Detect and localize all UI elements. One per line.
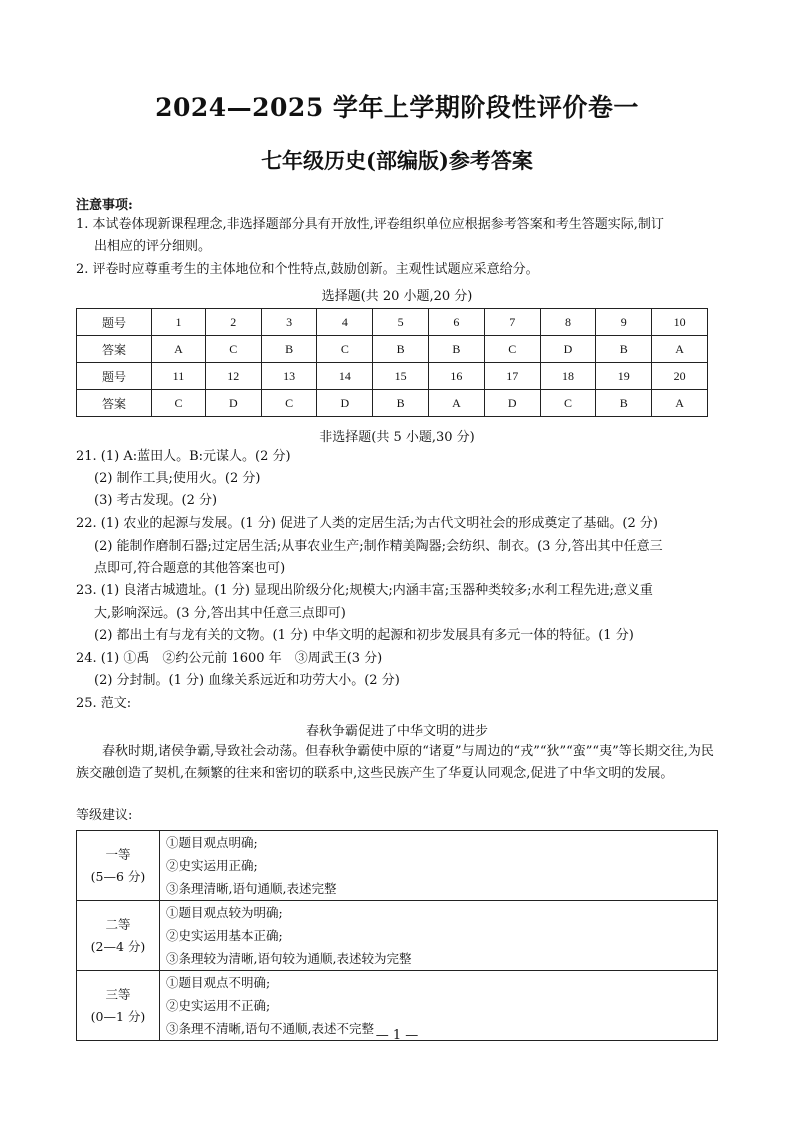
question-number: 17 (484, 363, 540, 390)
table-row (77, 336, 708, 363)
grade-criterion: ②史实运用不正确; (166, 998, 271, 1013)
answer-cell: B (596, 336, 652, 363)
question-number: 6 (429, 309, 485, 336)
grade-criteria-cell (160, 831, 718, 901)
grade-criterion: ①题目观点明确; (166, 835, 258, 850)
grade-criterion: ③条理较为清晰,语句较为通顺,表述较为完整 (166, 951, 412, 966)
question-number: 7 (484, 309, 540, 336)
answer-cell: B (373, 336, 429, 363)
grade-criteria-cell (160, 901, 718, 971)
grade-level-cell (77, 831, 160, 901)
question-number: 1 (152, 309, 206, 336)
answer-cell: D (540, 336, 596, 363)
answer-cell: D (205, 390, 261, 417)
answer-label: 答案 (77, 336, 152, 363)
grade-level-name: 三等 (105, 986, 131, 1002)
answer-cell: C (205, 336, 261, 363)
question-number: 5 (373, 309, 429, 336)
answer-cell: C (317, 336, 373, 363)
question-number: 18 (540, 363, 596, 390)
answer-line-23-2: (2) 都出土有与龙有关的文物。(1 分) 中华文明的起源和初步发展具有多元一体的特征。(1 分) (94, 628, 634, 643)
question-number: 9 (596, 309, 652, 336)
answer-cell: A (652, 390, 708, 417)
answer-cell: D (484, 390, 540, 417)
answer-line-22-2: (2) 能制作磨制石器;过定居生活;从事农业生产;制作精美陶器;会纺织、制衣。(3 分,答出其中任意三 (94, 539, 663, 554)
question-number: 10 (652, 309, 708, 336)
question-number: 16 (429, 363, 485, 390)
notice-item-1: 1. 本试卷体现新课程理念,非选择题部分具有开放性,评卷组织单位应根据参考答案和考生答题实际,制订 (76, 217, 664, 232)
grade-criterion: ①题目观点较为明确; (166, 905, 283, 920)
notice-item-1-cont: 出相应的评分细则。 (94, 239, 212, 254)
answer-line-22-2-cont: 点即可,符合题意的其他答案也可) (94, 561, 286, 576)
grade-level-range: (2—4 分) (90, 938, 146, 954)
grade-level-cell (77, 901, 160, 971)
grade-level-name: 二等 (105, 916, 131, 932)
question-number: 12 (205, 363, 261, 390)
question-number: 15 (373, 363, 429, 390)
answer-cell: A (152, 336, 206, 363)
question-number-label: 题号 (77, 363, 152, 390)
page-title: 2024—2025 学年上学期阶段性评价卷一 (155, 93, 639, 122)
question-number: 14 (317, 363, 373, 390)
question-number: 4 (317, 309, 373, 336)
answer-cell: A (652, 336, 708, 363)
answer-cell: B (261, 336, 317, 363)
answer-cell: B (429, 336, 485, 363)
page-number: — 1 — (375, 1028, 419, 1043)
grade-criterion: ②史实运用正确; (166, 858, 258, 873)
answer-label: 答案 (77, 390, 152, 417)
question-number: 3 (261, 309, 317, 336)
essay-paragraph: 春秋时期,诸侯争霸,导致社会动荡。但春秋争霸使中原的“诸夏”与周边的“戎”“狄”“蛮”“夷”等长期交往,为民族交融创造了契机,在频繁的往来和密切的联系中,这些民族产生了华夏认同观念,促进了中华文明的发展。 (76, 744, 714, 781)
answer-line-23-1-cont: 大,影响深远。(3 分,答出其中任意三点即可) (94, 606, 346, 621)
page-subtitle: 七年级历史(部编版)参考答案 (261, 148, 533, 173)
answer-cell: D (317, 390, 373, 417)
answer-line-24-1: 24. (1) ①禹 ②约公元前 1600 年 ③周武王(3 分) (76, 651, 383, 666)
answer-line-21-3: (3) 考古发现。(2 分) (94, 493, 218, 508)
essay-title: 春秋争霸促进了中华文明的进步 (305, 724, 488, 739)
mcq-caption: 选择题(共 20 小题,20 分) (321, 289, 473, 304)
answer-line-21-1: 21. (1) A:蓝田人。B:元谋人。(2 分) (76, 449, 291, 464)
table-row (77, 309, 708, 336)
grade-level-range: (0—1 分) (90, 1008, 146, 1024)
table-row (77, 363, 708, 390)
answer-line-25: 25. 范文: (76, 696, 132, 711)
table-row (77, 390, 708, 417)
grade-criterion: ②史实运用基本正确; (166, 928, 283, 943)
grading-table (76, 830, 718, 1041)
grade-level-name: 一等 (105, 846, 131, 862)
question-number: 13 (261, 363, 317, 390)
question-number: 11 (152, 363, 206, 390)
question-number-label: 题号 (77, 309, 152, 336)
mcq-answer-table (76, 308, 708, 417)
answer-cell: B (596, 390, 652, 417)
question-number: 20 (652, 363, 708, 390)
answer-cell: C (152, 390, 206, 417)
answer-cell: C (484, 336, 540, 363)
answer-line-21-2: (2) 制作工具;使用火。(2 分) (94, 471, 261, 486)
answer-cell: B (373, 390, 429, 417)
answer-line-24-2: (2) 分封制。(1 分) 血缘关系远近和功劳大小。(2 分) (94, 673, 400, 688)
grade-level-range: (5—6 分) (90, 868, 146, 884)
grade-criterion: ③条理不清晰,语句不通顺,表述不完整 (166, 1021, 374, 1036)
grade-criterion: ③条理清晰,语句通顺,表述完整 (166, 881, 337, 896)
grading-heading: 等级建议: (76, 808, 133, 823)
nonmcq-caption: 非选择题(共 5 小题,30 分) (319, 430, 475, 445)
answer-cell: A (429, 390, 485, 417)
question-number: 19 (596, 363, 652, 390)
answer-line-22-1: 22. (1) 农业的起源与发展。(1 分) 促进了人类的定居生活;为古代文明社会的形成奠定了基础。(2 分) (76, 516, 658, 531)
grade-criterion: ①题目观点不明确; (166, 975, 271, 990)
answer-cell: C (261, 390, 317, 417)
question-number: 2 (205, 309, 261, 336)
answer-line-23-1: 23. (1) 良渚古城遗址。(1 分) 显现出阶级分化;规模大;内涵丰富;玉器种类较多;水利工程先进;意义重 (76, 583, 653, 598)
notice-heading: 注意事项: (76, 198, 133, 213)
table-row (77, 831, 718, 901)
answer-cell: C (540, 390, 596, 417)
question-number: 8 (540, 309, 596, 336)
notice-item-2: 2. 评卷时应尊重考生的主体地位和个性特点,鼓励创新。主观性试题应采意给分。 (76, 262, 539, 277)
table-row (77, 901, 718, 971)
